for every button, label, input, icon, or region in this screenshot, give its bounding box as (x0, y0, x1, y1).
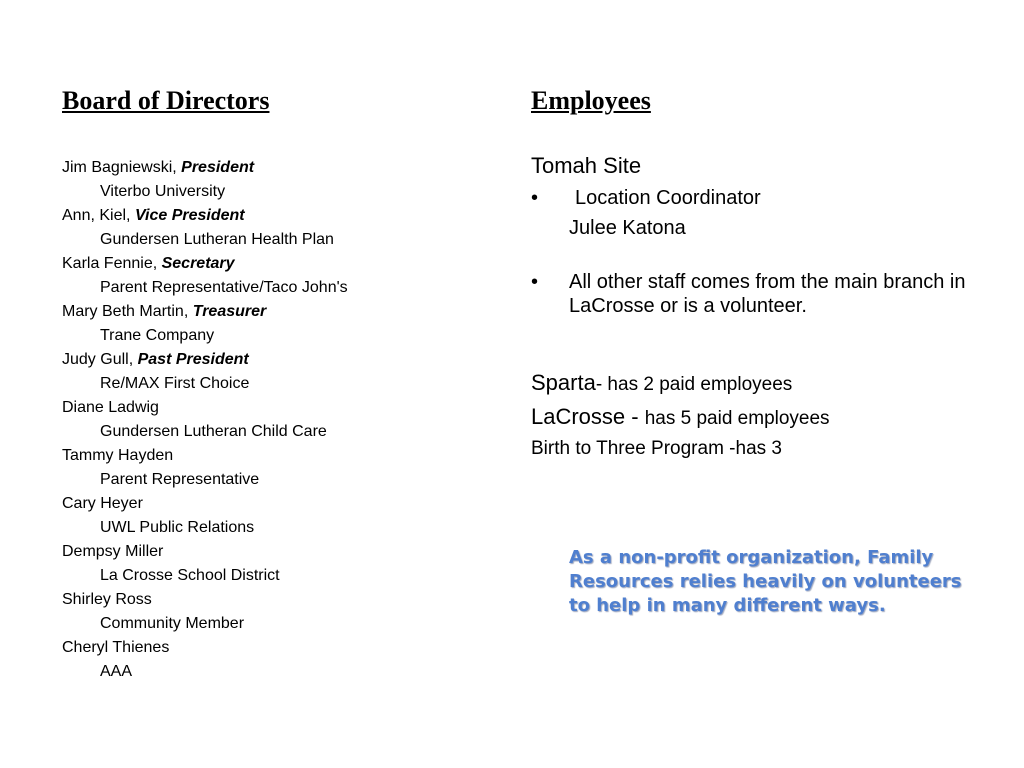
board-member-affiliation: Trane Company (100, 327, 215, 344)
board-member-name: Dempsy Miller (62, 543, 164, 560)
board-member-line (62, 156, 348, 180)
board-member-name: Ann, Kiel, (62, 207, 135, 224)
board-member-affiliation: Gundersen Lutheran Child Care (100, 423, 327, 440)
board-member-affiliation: Parent Representative (100, 471, 260, 488)
board-member-line (62, 636, 348, 660)
board-member-role: Secretary (161, 255, 235, 272)
coordinator-name: Julee Katona (569, 217, 686, 239)
board-member-affiliation: La Crosse School District (100, 567, 280, 584)
board-member-line (62, 444, 348, 468)
employees-heading: Employees (531, 86, 651, 115)
board-member-name: Judy Gull, (62, 351, 138, 368)
board-member-list (62, 156, 348, 684)
bullet-icon: • (531, 187, 539, 209)
lacrosse-site-name: LaCrosse - (531, 404, 645, 429)
other-staff-text: All other staff comes from the main branch in LaCrosse or is a volunteer. (569, 271, 966, 317)
board-member-affiliation: AAA (100, 663, 133, 680)
board-member-affiliation: Community Member (100, 615, 245, 632)
board-member-name: Karla Fennie, (62, 255, 162, 272)
board-member-affiliation: Gundersen Lutheran Health Plan (100, 231, 334, 248)
bullet-icon: • (531, 271, 539, 293)
coordinator-label: Location Coordinator (575, 187, 761, 209)
board-member-line (62, 588, 348, 612)
board-member-name: Tammy Hayden (62, 447, 174, 464)
board-member-role: Past President (137, 351, 249, 368)
board-member-affiliation: Re/MAX First Choice (100, 375, 250, 392)
board-member-line (62, 348, 348, 372)
sparta-site-name: Sparta (531, 370, 596, 395)
board-member-affiliation: UWL Public Relations (100, 519, 255, 536)
board-member-role: President (181, 159, 255, 176)
lacrosse-line (531, 404, 830, 430)
board-member-affiliation: Parent Representative/Taco John's (100, 279, 348, 296)
tomah-site-title: Tomah Site (531, 153, 642, 178)
board-member-role: Treasurer (192, 303, 267, 320)
board-member-name: Mary Beth Martin, (62, 303, 193, 320)
board-member-name: Cary Heyer (62, 495, 143, 512)
board-member-line (62, 300, 348, 324)
board-heading: Board of Directors (62, 86, 270, 115)
board-member-line (62, 204, 348, 228)
volunteer-callout: As a non-profit organization, Family Resources relies heavily on volunteers to help in many different ways. (569, 547, 962, 616)
sparta-detail: - has 2 paid employees (595, 374, 793, 395)
board-member-line (62, 396, 348, 420)
board-member-name: Shirley Ross (62, 591, 152, 608)
board-member-affiliation: Viterbo University (100, 183, 226, 200)
board-member-name: Cheryl Thienes (62, 639, 170, 656)
board-member-name: Jim Bagniewski, (62, 159, 182, 176)
sparta-line (531, 370, 792, 396)
board-member-line (62, 540, 348, 564)
board-member-line (62, 492, 348, 516)
board-member-role: Vice President (134, 207, 245, 224)
board-member-line (62, 252, 348, 276)
lacrosse-detail: has 5 paid employees (644, 408, 830, 429)
birth-to-three-line: Birth to Three Program -has 3 (531, 438, 782, 459)
board-member-name: Diane Ladwig (62, 399, 159, 416)
